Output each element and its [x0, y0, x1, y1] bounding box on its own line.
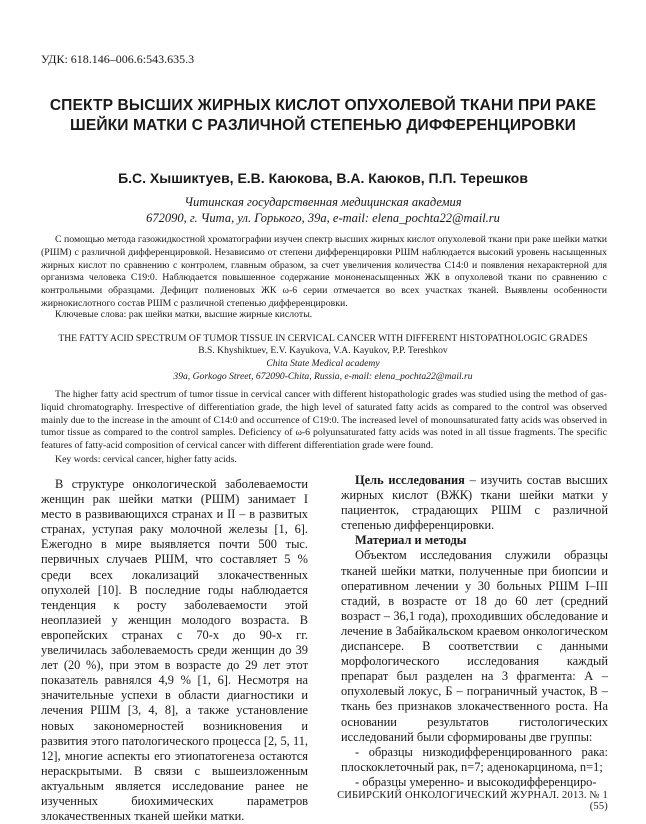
aim-paragraph	[341, 473, 608, 533]
russian-abstract: С помощью метода газожидкостной хроматографии изучен спектр высших жирных кислот опухолевой ткани при раке шейки матки (РШМ) с различной дифференцировкой. Независимо от степени дифференцировки РШМ наблюдается высокий уровень насыщенных жирных кислот по сравнению с контролем, главным образом, за счет увеличения количества С14:0 и появления нехарактерной для организма человека С19:0. Наблюдается повышенное содержание мононенасыщенных ЖК в опухолевой ткани по сравнению с контрольными образцами. Дефицит полиеновых ЖК ω-6 серии отмечается во всех участках тканей. Выявлены особенности жирнокислотного состав РШМ с различной степенью дифференцировки.	[41, 234, 607, 309]
list-item: - образцы низкодифференцированного рака: плоскоклеточный рак, n=7; аденокарцинома, n=1;	[341, 744, 608, 774]
aim-label: Цель исследования	[355, 473, 465, 487]
left-column	[41, 477, 308, 824]
english-title: THE FATTY ACID SPECTRUM OF TUMOR TISSUE IN CERVICAL CANCER WITH DIFFERENT HISTOPATHOLOGIC GRADES	[58, 333, 588, 344]
english-keywords: Key words: cervical cancer, higher fatty acids.	[55, 454, 237, 465]
article-title: СПЕКТР ВЫСШИХ ЖИРНЫХ КИСЛОТ ОПУХОЛЕВОЙ ТКАНИ ПРИ РАКЕ ШЕЙКИ МАТКИ С РАЗЛИЧНОЙ СТЕПЕНЬЮ ДИФФЕРЕНЦИРОВКИ	[49, 97, 597, 134]
methods-heading: Материал и методы	[355, 533, 467, 548]
affiliation	[30, 194, 616, 226]
right-column	[341, 473, 608, 790]
english-authors: B.S. Khyshiktuev, E.V. Kayukova, V.A. Kayukov, P.P. Tereshkov	[198, 345, 448, 356]
list-item: - образцы умеренно- и высокодифференциро-	[355, 774, 597, 789]
affiliation-line1: Читинская государственная медицинская академия	[184, 195, 462, 209]
english-abstract: The higher fatty acid spectrum of tumor tissue in cervical cancer with different histopathologic grades was studied using the method of gas-liquid chromatography. Irrespective of differentiation grade, the high level of saturated fatty acids as compared to the control was observed mainly due to the increase in the amount of C14:0 and occurrence of C19:0. The increased level of monounsaturated fatty acids was observed in tumor tissue as compared to the control samples. Deficiency of ω-6 polyunsaturated fatty acids was noted in all tissue fragments. The specific features of fatty-acid composition of cervical cancer with different differentiation grade were found.	[41, 389, 607, 452]
english-affiliation-1: Chita State Medical academy	[266, 358, 380, 369]
aim-text: – изучить состав высших жирных кислот (ВЖК) ткани шейки матки у пациенток, страдающих РШМ с различной степенью дифференцировки.	[341, 473, 608, 533]
russian-keywords: Ключевые слова: рак шейки матки, высшие жирные кислоты.	[55, 309, 313, 320]
english-affiliation-2: 39a, Gorkogo Street, 672090-Chita, Russia, e-mail: elena_pochta22@mail.ru	[173, 371, 473, 382]
journal-footer: СИБИРСКИЙ ОНКОЛОГИЧЕСКИЙ ЖУРНАЛ. 2013. № 1 (55)	[337, 790, 608, 812]
authors: Б.С. Хышиктуев, Е.В. Каюкова, В.А. Каюков, П.П. Терешков	[118, 170, 528, 186]
udc-code: УДК: 618.146–006.6:543.635.3	[41, 52, 195, 66]
methods-paragraph: Объектом исследования служили образцы тканей шейки матки, полученные при биопсии и оперативном лечении у 30 больных РШМ I–III стадий, в возрасте от 18 до 60 лет (средний возраст – 36,1 года), проходивших обследование и лечение в Забайкальском краевом онкологическом диспансере. В соответствии с данными морфологического исследования каждый препарат был разделен на 3 фрагмента: А – опухолевый локус, Б – пограничный участок, В – ткань без признаков злокачественного роста. На основании результатов гистологических исследований были сформированы две группы:	[341, 548, 608, 744]
affiliation-line2: 672090, г. Чита, ул. Горького, 39а, e-mail: elena_pochta22@mail.ru	[146, 211, 500, 225]
intro-paragraph: В структуре онкологической заболеваемости женщин рак шейки матки (РШМ) занимает I место в развивающихся странах и II – в развитых странах, уступая раку молочной железы [1, 6]. Ежегодно в мире выявляется почти 500 тыс. первичных случаев РШМ, что составляет 5 % среди всех локализаций злокачественных опухолей [10]. В последние годы наблюдается тенденция к росту заболеваемости этой неоплазией у женщин молодого возраста. В европейских странах с 70-х до 90-х гг. увеличилась заболеваемость среди женщин до 39 лет (20 %), при этом в возрасте до 29 лет этот показатель равнялся 4,9 % [1, 6]. Несмотря на значительные успехи в области диагностики и лечения РШМ [3, 4, 8], а также установление новых закономерностей возникновения и развития этого патологического процесса [2, 5, 11, 12], многие аспекты его этиопатогенеза остаются нераскрытыми. В связи с вышеизложенным актуальным является исследование ранее не изученных биохимических параметров злокачественных тканей шейки матки.	[41, 477, 308, 824]
